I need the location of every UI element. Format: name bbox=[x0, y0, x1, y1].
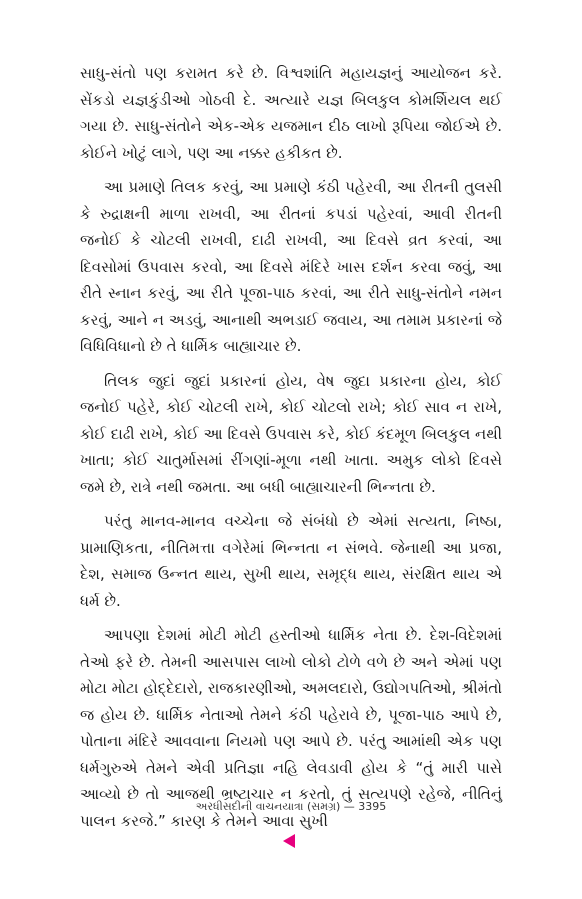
paragraph: તિલક જુદાં જુદાં પ્રકારનાં હોય, વેષ જુદા પ્રકારના હોય, કોઈ જનોઈ પહેરે, કોઈ ચોટલી રાખે, કોઈ ચોટલો રાખે; કોઈ સાવ ન રાખે, કોઈ દાઢી રાખે, કોઈ આ દિવસે ઉપવાસ કરે, કોઈ કંદમૂળ બિલકુલ નથી ખાતા; કોઈ ચાતુર્માસમાં રીંગણાં-મૂળા નથી ખાતા. અમુક લોકો દિવસે જમે છે, રાત્રે નથી જમતા. આ બધી બાહ્યાચારની ભિન્નતા છે. bbox=[80, 371, 502, 496]
paragraph: સાધુ-સંતો પણ કરામત કરે છે. વિશ્વશાંતિ મહાયજ્ઞનું આયોજન કરે. સેંકડો યજ્ઞકુંડીઓ ગોઠવી દે. અત્યારે યજ્ઞ બિલકુલ કોમર્શિયલ થઈ ગયા છે. સાધુ-સંતોને એક-એક યજમાન દીઠ લાખો રૂપિયા જોઈએ છે. કોઈને ખોટું લાગે, પણ આ નક્કર હકીકત છે. bbox=[80, 64, 502, 162]
page-footer: અરધીસદીની વાચનયાત્રા (સમગ્ર) — 3395 bbox=[195, 800, 387, 813]
paragraph: પરંતુ માનવ-માનવ વચ્ચેના જે સંબંધો છે એમાં સત્યતા, નિષ્ઠા, પ્રામાણિકતા, નીતિમત્તા વગેરેમાં ભિન્નતા ન સંભવે. જેનાથી આ પ્રજા, દેશ, સમાજ ઉન્નત થાય, સુખી થાય, સમૃદ્ધ થાય, સંરક્ષિત થાય એ ધર્મ છે. bbox=[80, 512, 502, 610]
body-text bbox=[80, 60, 502, 842]
paragraph: આપણા દેશમાં મોટી મોટી હસ્તીઓ ધાર્મિક નેતા છે. દેશ-વિદેશમાં તેઓ ફરે છે. તેમની આસપાસ લાખો લોકો ટોળે વળે છે અને એમાં પણ મોટા મોટા હોદ્દેદારો, રાજકારણીઓ, અમલદારો, ઉદ્યોગપતિઓ, શ્રીમંતો જ હોય છે. ધાર્મિક નેતાઓ તેમને કંઠી પહેરાવે છે, પૂજા-પાઠ આપે છે, પોતાના મંદિરે આવવાના નિયમો પણ આપે છે. પરંતુ આમાંથી એક પણ ધર્મગુરુએ તેમને એવી પ્રતિજ્ઞા નહિ લેવડાવી હોય કે “તું મારી પાસે આવ્યો છે તો આજથી ભ્રષ્ટાચાર ન કરતો, તું સત્યપણે રહેજે, નીતિનું પાલન કરજે.” કારણ કે તેમને આવા સુખી bbox=[80, 626, 502, 830]
previous-page-arrow-icon[interactable] bbox=[283, 834, 295, 848]
paragraph: આ પ્રમાણે તિલક કરવું, આ પ્રમાણે કંઠી પહેરવી, આ રીતની તુલસી કે રુદ્રાક્ષની માળા રાખવી, આ રીતનાં કપડાં પહેરવાં, આવી રીતની જનોઈ કે ચોટલી રાખવી, દાઢી રાખવી, આ દિવસે વ્રત કરવાં, આ દિવસોમાં ઉપવાસ કરવો, આ દિવસે મંદિરે ખાસ દર્શન કરવા જવું, આ રીતે સ્નાન કરવું, આ રીતે પૂજા-પાઠ કરવાં, આ રીતે સાધુ-સંતોને નમન કરવું, આને ન અડવું, આનાથી અભડાઈ જવાય, આ તમામ પ્રકારનાં જે વિધિવિધાનો છે તે ધાર્મિક બાહ્યાચાર છે. bbox=[80, 178, 502, 355]
